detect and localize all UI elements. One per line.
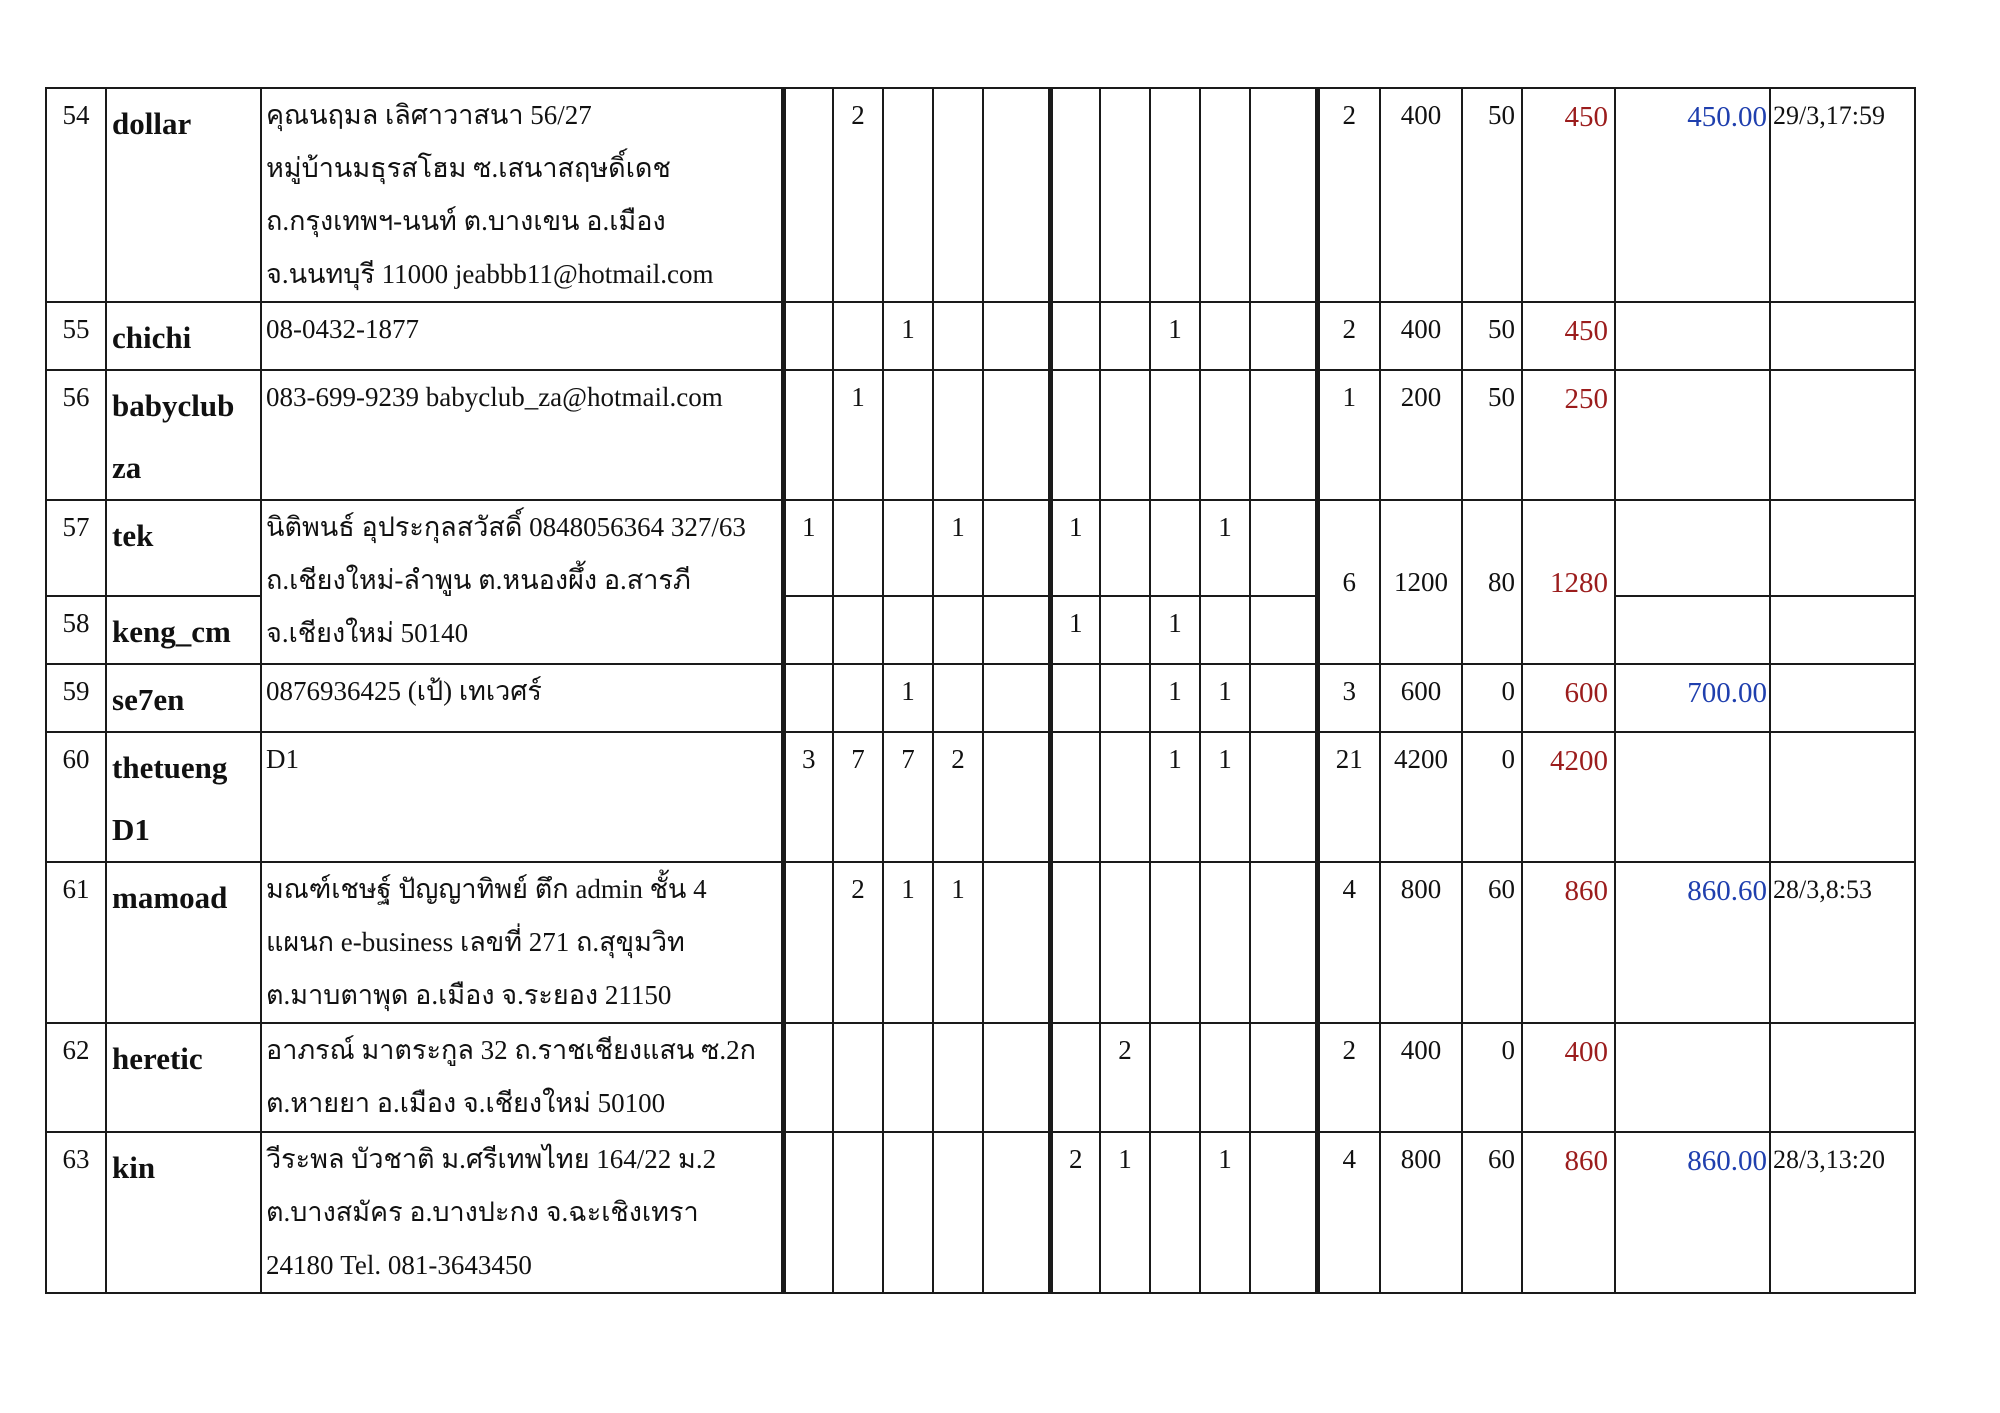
payment-time-cell: 29/3,17:59 — [1770, 88, 1915, 302]
item-qty-cell: 1 — [1200, 500, 1250, 596]
grand-total-cell: 450 — [1522, 88, 1615, 302]
shipping-cell: 0 — [1462, 732, 1522, 862]
row-number-cell: 56 — [46, 370, 106, 500]
item-qty-cell — [933, 596, 983, 664]
shipping-cell: 50 — [1462, 370, 1522, 500]
item-qty-cell — [883, 1023, 933, 1132]
price-cell: 400 — [1380, 88, 1462, 302]
item-qty-cell — [1250, 596, 1317, 664]
item-qty-cell — [983, 862, 1050, 1023]
address-cell: อาภรณ์ มาตระกูล 32 ถ.ราชเชียงแสน ซ.2ก ต.หายยา อ.เมือง จ.เชียงใหม่ 50100 — [261, 1023, 783, 1132]
table-row — [46, 302, 1915, 370]
payment-time-cell — [1770, 1023, 1915, 1132]
item-qty-cell — [1150, 1023, 1200, 1132]
payment-time-cell — [1770, 664, 1915, 732]
item-qty-cell: 2 — [833, 862, 883, 1023]
item-qty-cell: 1 — [1050, 596, 1100, 664]
row-number-cell: 60 — [46, 732, 106, 862]
payment-time-cell: 28/3,13:20 — [1770, 1132, 1915, 1293]
paid-amount-cell: 860.00 — [1615, 1132, 1770, 1293]
item-qty-cell — [833, 1023, 883, 1132]
item-qty-cell — [933, 1132, 983, 1293]
customer-name-cell: kin — [106, 1132, 261, 1293]
paid-amount-cell — [1615, 370, 1770, 500]
item-qty-cell — [1200, 1023, 1250, 1132]
item-qty-cell: 1 — [1150, 596, 1200, 664]
item-qty-cell: 1 — [1200, 1132, 1250, 1293]
qty-total-cell: 4 — [1317, 1132, 1380, 1293]
item-qty-cell — [783, 88, 833, 302]
qty-total-cell: 1 — [1317, 370, 1380, 500]
address-cell: วีระพล บัวชาติ ม.ศรีเทพไทย 164/22 ม.2 ต.บางสมัคร อ.บางปะกง จ.ฉะเชิงเทรา 24180 Tel. 081-3643450 — [261, 1132, 783, 1293]
item-qty-cell — [883, 88, 933, 302]
item-qty-cell: 1 — [1200, 664, 1250, 732]
payment-time-cell — [1770, 732, 1915, 862]
item-qty-cell — [1150, 500, 1200, 596]
item-qty-cell — [1200, 302, 1250, 370]
grand-total-cell: 450 — [1522, 302, 1615, 370]
price-cell: 200 — [1380, 370, 1462, 500]
price-cell: 400 — [1380, 1023, 1462, 1132]
item-qty-cell — [1100, 500, 1150, 596]
item-qty-cell — [1150, 862, 1200, 1023]
item-qty-cell — [1250, 500, 1317, 596]
item-qty-cell — [1150, 88, 1200, 302]
item-qty-cell — [1100, 664, 1150, 732]
address-cell: มณฑ์เชษฐ์ ปัญญาทิพย์ ตึก admin ชั้น 4 แผนก e-business เลขที่ 271 ถ.สุขุมวิท ต.มาบตาพุด อ.เมือง จ.ระยอง 21150 — [261, 862, 783, 1023]
table-row — [46, 1132, 1915, 1293]
customer-name-cell: tek — [106, 500, 261, 596]
item-qty-cell — [783, 664, 833, 732]
price-cell: 600 — [1380, 664, 1462, 732]
item-qty-cell — [883, 1132, 933, 1293]
price-cell: 800 — [1380, 862, 1462, 1023]
qty-total-cell: 6 — [1317, 500, 1380, 664]
grand-total-cell: 4200 — [1522, 732, 1615, 862]
item-qty-cell — [1200, 370, 1250, 500]
row-number-cell: 63 — [46, 1132, 106, 1293]
paid-amount-cell — [1615, 302, 1770, 370]
item-qty-cell — [783, 302, 833, 370]
shipping-cell: 60 — [1462, 1132, 1522, 1293]
item-qty-cell — [883, 596, 933, 664]
item-qty-cell — [1050, 862, 1100, 1023]
item-qty-cell — [1150, 370, 1200, 500]
item-qty-cell — [1250, 88, 1317, 302]
item-qty-cell — [983, 370, 1050, 500]
address-cell: 08-0432-1877 — [261, 302, 783, 370]
grand-total-cell: 1280 — [1522, 500, 1615, 664]
item-qty-cell — [833, 664, 883, 732]
row-number-cell: 54 — [46, 88, 106, 302]
address-cell: นิติพนธ์ อุประกุลสวัสดิ์ 0848056364 327/63 ถ.เชียงใหม่-ลำพูน ต.หนองผึ้ง อ.สารภี จ.เชียงใหม่ 50140 — [261, 500, 783, 664]
item-qty-cell: 1 — [833, 370, 883, 500]
item-qty-cell — [1250, 664, 1317, 732]
grand-total-cell: 860 — [1522, 1132, 1615, 1293]
customer-name-cell: babyclub za — [106, 370, 261, 500]
table-row — [46, 862, 1915, 1023]
item-qty-cell — [783, 1023, 833, 1132]
item-qty-cell: 1 — [1150, 302, 1200, 370]
shipping-cell: 50 — [1462, 302, 1522, 370]
item-qty-cell — [1100, 596, 1150, 664]
item-qty-cell — [783, 596, 833, 664]
payment-time-cell — [1770, 500, 1915, 596]
item-qty-cell: 7 — [883, 732, 933, 862]
payment-time-cell — [1770, 596, 1915, 664]
item-qty-cell — [833, 1132, 883, 1293]
customer-name-cell: dollar — [106, 88, 261, 302]
item-qty-cell: 1 — [883, 862, 933, 1023]
paid-amount-cell — [1615, 732, 1770, 862]
row-number-cell: 57 — [46, 500, 106, 596]
item-qty-cell: 1 — [933, 862, 983, 1023]
item-qty-cell — [1100, 88, 1150, 302]
item-qty-cell — [1250, 1023, 1317, 1132]
item-qty-cell — [833, 596, 883, 664]
shipping-cell: 60 — [1462, 862, 1522, 1023]
item-qty-cell — [1200, 862, 1250, 1023]
row-number-cell: 58 — [46, 596, 106, 664]
table-row — [46, 370, 1915, 500]
item-qty-cell — [883, 500, 933, 596]
item-qty-cell — [983, 732, 1050, 862]
payment-time-cell: 28/3,8:53 — [1770, 862, 1915, 1023]
table-row — [46, 732, 1915, 862]
table-row — [46, 664, 1915, 732]
shipping-cell: 0 — [1462, 1023, 1522, 1132]
row-number-cell: 55 — [46, 302, 106, 370]
item-qty-cell — [983, 596, 1050, 664]
item-qty-cell: 1 — [1150, 732, 1200, 862]
item-qty-cell — [1200, 88, 1250, 302]
price-cell: 4200 — [1380, 732, 1462, 862]
address-cell: คุณนฤมล เลิศาวาสนา 56/27 หมู่บ้านมธุรสโฮม ซ.เสนาสฤษดิ์เดช ถ.กรุงเทพฯ-นนท์ ต.บางเขน อ.เมือง จ.นนทบุรี 11000 jeabbb11@hotmail.com — [261, 88, 783, 302]
grand-total-cell: 250 — [1522, 370, 1615, 500]
item-qty-cell: 1 — [933, 500, 983, 596]
item-qty-cell — [983, 1023, 1050, 1132]
item-qty-cell: 1 — [783, 500, 833, 596]
item-qty-cell — [833, 302, 883, 370]
item-qty-cell — [1150, 1132, 1200, 1293]
item-qty-cell: 3 — [783, 732, 833, 862]
item-qty-cell: 2 — [1050, 1132, 1100, 1293]
address-cell: 083-699-9239 babyclub_za@hotmail.com — [261, 370, 783, 500]
item-qty-cell — [1250, 732, 1317, 862]
item-qty-cell — [1100, 370, 1150, 500]
item-qty-cell — [983, 302, 1050, 370]
paid-amount-cell — [1615, 596, 1770, 664]
table-row — [46, 88, 1915, 302]
item-qty-cell: 2 — [933, 732, 983, 862]
item-qty-cell — [1050, 302, 1100, 370]
item-qty-cell — [783, 1132, 833, 1293]
item-qty-cell: 1 — [1050, 500, 1100, 596]
item-qty-cell — [1100, 862, 1150, 1023]
row-number-cell: 59 — [46, 664, 106, 732]
item-qty-cell: 1 — [1200, 732, 1250, 862]
grand-total-cell: 600 — [1522, 664, 1615, 732]
customer-name-cell: heretic — [106, 1023, 261, 1132]
customer-name-cell: keng_cm — [106, 596, 261, 664]
customer-name-cell: chichi — [106, 302, 261, 370]
item-qty-cell — [833, 500, 883, 596]
paid-amount-cell: 860.60 — [1615, 862, 1770, 1023]
item-qty-cell — [1250, 862, 1317, 1023]
price-cell: 1200 — [1380, 500, 1462, 664]
qty-total-cell: 3 — [1317, 664, 1380, 732]
item-qty-cell — [1050, 1023, 1100, 1132]
address-cell: 0876936425 (เป้) เทเวศร์ — [261, 664, 783, 732]
item-qty-cell — [933, 370, 983, 500]
item-qty-cell — [983, 500, 1050, 596]
item-qty-cell — [933, 664, 983, 732]
item-qty-cell — [1100, 732, 1150, 862]
item-qty-cell — [1050, 664, 1100, 732]
qty-total-cell: 2 — [1317, 1023, 1380, 1132]
grand-total-cell: 860 — [1522, 862, 1615, 1023]
order-table — [45, 87, 1916, 1294]
item-qty-cell — [783, 862, 833, 1023]
paid-amount-cell — [1615, 500, 1770, 596]
table-row — [46, 500, 1915, 596]
paid-amount-cell: 450.00 — [1615, 88, 1770, 302]
qty-total-cell: 2 — [1317, 302, 1380, 370]
item-qty-cell — [983, 88, 1050, 302]
item-qty-cell: 7 — [833, 732, 883, 862]
grand-total-cell: 400 — [1522, 1023, 1615, 1132]
item-qty-cell: 2 — [1100, 1023, 1150, 1132]
shipping-cell: 80 — [1462, 500, 1522, 664]
item-qty-cell — [1200, 596, 1250, 664]
paid-amount-cell: 700.00 — [1615, 664, 1770, 732]
item-qty-cell — [983, 1132, 1050, 1293]
item-qty-cell — [933, 88, 983, 302]
qty-total-cell: 4 — [1317, 862, 1380, 1023]
item-qty-cell — [1050, 732, 1100, 862]
row-number-cell: 61 — [46, 862, 106, 1023]
item-qty-cell — [783, 370, 833, 500]
shipping-cell: 0 — [1462, 664, 1522, 732]
item-qty-cell — [983, 664, 1050, 732]
shipping-cell: 50 — [1462, 88, 1522, 302]
customer-name-cell: se7en — [106, 664, 261, 732]
item-qty-cell — [1100, 302, 1150, 370]
qty-total-cell: 2 — [1317, 88, 1380, 302]
item-qty-cell — [883, 370, 933, 500]
table-row — [46, 1023, 1915, 1132]
item-qty-cell: 1 — [883, 664, 933, 732]
item-qty-cell — [1050, 370, 1100, 500]
item-qty-cell: 1 — [883, 302, 933, 370]
customer-name-cell: thetueng D1 — [106, 732, 261, 862]
address-cell: D1 — [261, 732, 783, 862]
qty-total-cell: 21 — [1317, 732, 1380, 862]
item-qty-cell: 2 — [833, 88, 883, 302]
row-number-cell: 62 — [46, 1023, 106, 1132]
paid-amount-cell — [1615, 1023, 1770, 1132]
payment-time-cell — [1770, 370, 1915, 500]
payment-time-cell — [1770, 302, 1915, 370]
item-qty-cell — [1050, 88, 1100, 302]
item-qty-cell: 1 — [1100, 1132, 1150, 1293]
item-qty-cell — [933, 302, 983, 370]
item-qty-cell — [1250, 302, 1317, 370]
customer-name-cell: mamoad — [106, 862, 261, 1023]
price-cell: 400 — [1380, 302, 1462, 370]
item-qty-cell — [933, 1023, 983, 1132]
item-qty-cell — [1250, 1132, 1317, 1293]
item-qty-cell: 1 — [1150, 664, 1200, 732]
price-cell: 800 — [1380, 1132, 1462, 1293]
item-qty-cell — [1250, 370, 1317, 500]
